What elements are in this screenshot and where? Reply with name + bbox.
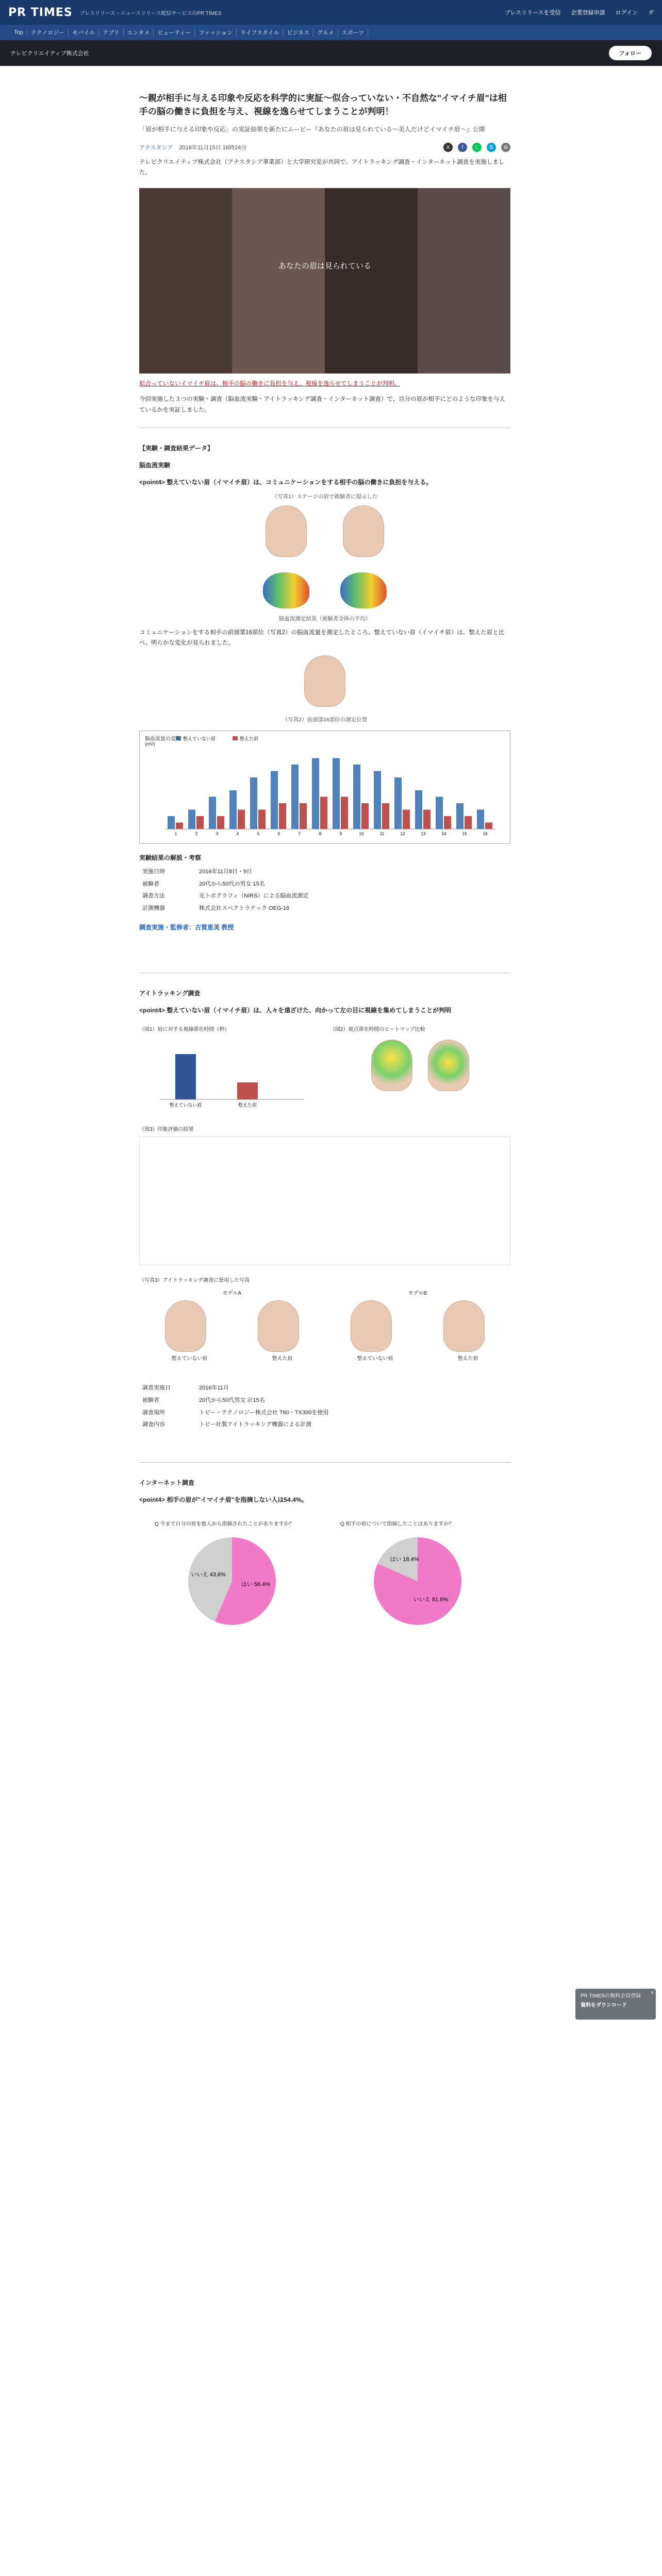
model-b-label: モデルB — [408, 1291, 427, 1297]
bar — [250, 777, 257, 829]
comment-title: 実験結果の解説・考察 — [139, 854, 202, 861]
section-title-results: 【実験・調査結果データ】 — [139, 444, 214, 452]
close-icon[interactable]: × — [651, 1990, 654, 1996]
bar — [444, 816, 451, 829]
pie2-block — [340, 1519, 495, 1633]
tick-label: 15 — [462, 831, 467, 836]
pie2-caption: Q 相手の眉について指摘したことはありますか？ — [340, 1521, 454, 1527]
gaze-time-chart — [139, 1032, 315, 1110]
pie1-block — [155, 1519, 309, 1633]
site-tagline: プレスリリース・ニュースリリース配信サービスのPR TIMES — [79, 10, 222, 16]
face-label: 整えた眉 — [457, 1356, 478, 1362]
face-label: 整えていない眉 — [357, 1356, 393, 1362]
brain-map-trimmed — [340, 572, 387, 608]
bar — [312, 758, 319, 829]
model-face — [351, 1300, 392, 1352]
figure-caption-2: 脳血流測定結果（被験者全体の平均） — [278, 615, 371, 622]
fig7-caption: （写真3）アイトラッキング調査に使用した写真 — [139, 1278, 250, 1284]
professor-title[interactable]: 調査実施・監修者：古賀恵美 教授 — [139, 924, 234, 931]
bar — [168, 816, 175, 829]
share-hatena-icon[interactable]: B — [487, 143, 496, 152]
table-key: 被験者 — [142, 1397, 159, 1403]
table-value: トビー・テクノロジー株式会社 T60・TX300を使用 — [199, 1409, 329, 1416]
highlight-paragraph: 似合っていないイマイチ眉は、相手の脳の働きに負担を与え、視線を逸らせてしまうことが判明。 — [139, 381, 401, 387]
category-lifestyle[interactable]: ライフスタイル — [237, 28, 284, 37]
table-row — [139, 878, 510, 891]
bar — [456, 803, 464, 829]
slice-label: いいえ 81.6% — [413, 1596, 449, 1603]
figure-caption-1: （写真1）ステージの眉で被験者に提示した — [272, 493, 378, 500]
table-key: 被験者 — [142, 880, 159, 887]
category-beauty[interactable]: ビューティー — [154, 28, 195, 37]
tick-label: 7 — [298, 831, 301, 836]
bar — [465, 816, 472, 829]
table-value: 株式会社スペクトラテック OEG-16 — [199, 905, 290, 911]
category-top[interactable]: Top — [10, 29, 27, 36]
tick-label: 2 — [195, 831, 198, 836]
body-paragraph-2: コミュニケーションをする相手の前頭葉16部位（写真2）の脳血流量を測定したところ、整えていない眉（イマイチ眉）は、整えた眉と比べ、明らかな変化が見られました。 — [139, 629, 505, 646]
tick-label: 16 — [483, 831, 488, 836]
bar — [320, 796, 327, 829]
tick-label: 10 — [359, 831, 364, 836]
sensor-photo — [139, 655, 510, 709]
bar — [361, 803, 369, 829]
model-face — [443, 1300, 485, 1352]
pie1-chart — [183, 1532, 281, 1630]
bar — [333, 758, 340, 829]
table-value: 2016年11月8日・9日 — [199, 868, 253, 875]
table-value: 計15名 — [247, 1397, 265, 1403]
face-with-sensors — [304, 655, 345, 707]
bloodflow-chart — [139, 731, 510, 844]
floating-banner[interactable] — [575, 1989, 656, 2020]
bar — [217, 816, 224, 829]
table-row — [139, 1419, 510, 1431]
bar — [271, 771, 278, 829]
table-value: 20代から50代の男女 — [199, 880, 252, 887]
eyetracking-figures — [139, 1025, 510, 1112]
table-value: 光トポグラフィ（NIRS）による脳血流測定 — [199, 893, 309, 900]
tick-label: 13 — [421, 831, 426, 836]
bar — [258, 809, 266, 829]
site-header — [0, 0, 662, 25]
model-a-label: モデルA — [222, 1291, 242, 1297]
pie-charts — [139, 1519, 510, 1633]
tick-label: 4 — [236, 831, 239, 836]
pie2-chart — [369, 1532, 467, 1630]
model-face — [258, 1300, 299, 1352]
pie1-caption: Q 今まで自分の眉を他人から指摘されたことがありますか？ — [155, 1521, 294, 1527]
intro-paragraph: テレビクリエイティブ株式会社（アナスタシア事業部）と大学研究室が共同で、アイトラッキング調査・インターネット調査を実施しました。 — [139, 159, 505, 176]
category-gourmet[interactable]: グルメ — [313, 28, 338, 37]
bar — [279, 803, 286, 829]
bar — [176, 822, 183, 829]
chart1-title: 脳血流量の変化 — [145, 736, 181, 742]
company-name[interactable]: テレビクリエイティブ株式会社 — [10, 50, 89, 57]
table-row — [139, 1382, 510, 1395]
bar — [394, 777, 402, 829]
article-lead: 「眉が相手に与える印象や反応」の実証結果を新たにムービー『あなたの眉は見られている～美人だけどイマイチ眉～』公開 — [139, 125, 485, 133]
category-business[interactable]: ビジネス — [284, 28, 314, 37]
table-key: 調査内容 — [142, 1421, 165, 1428]
tick-label: 整えていない眉 — [169, 1103, 202, 1108]
header-link-register[interactable]: 企業登録申請 — [571, 10, 605, 16]
table-row — [139, 1395, 510, 1407]
share-line-icon[interactable]: L — [472, 143, 482, 152]
table-key: 調査実施日 — [142, 1385, 171, 1392]
bar — [238, 809, 245, 829]
heatmap-untrimmed — [371, 1040, 412, 1091]
header-link-more[interactable]: ダ — [648, 10, 654, 16]
hero-caption: あなたの眉は見られている — [278, 262, 372, 271]
tick-label: 1 — [174, 831, 177, 836]
bar — [300, 803, 307, 829]
bar — [477, 809, 484, 829]
bloodflow-chart-svg — [140, 731, 510, 843]
point-2: <point4> 整えていない眉（イマイチ眉）は、人々を遠ざけた、向かって左の目に視線を集めてしまうことが判明 — [139, 1007, 452, 1014]
section-title-survey: インターネット調査 — [139, 1479, 194, 1486]
bar — [485, 822, 492, 829]
fig5-block — [330, 1025, 510, 1112]
company-bar — [0, 40, 662, 66]
brain-map-untrimmed — [263, 572, 309, 608]
article-date: 2016年11月15日 16時24分 — [179, 145, 247, 151]
table-row — [139, 1407, 510, 1419]
tick-label: 8 — [319, 831, 322, 836]
face-pair-1 — [139, 505, 510, 557]
fig5-caption: （図2）視点滞在時間のヒートマップ比較 — [330, 1027, 425, 1033]
bar — [436, 796, 443, 829]
share-buttons — [443, 143, 510, 152]
table-key: 実施日時 — [142, 868, 165, 875]
fig4-caption: （図1）眉に対する視線滞在時間（秒） — [139, 1027, 230, 1033]
bar — [423, 809, 431, 829]
share-facebook-icon[interactable]: f — [458, 143, 467, 152]
face-label: 整えていない眉 — [171, 1356, 208, 1362]
category-fashion[interactable]: ファッション — [195, 28, 237, 37]
impression-chart-placeholder — [139, 1137, 510, 1265]
bar — [353, 765, 360, 829]
table-value: 15名 — [253, 880, 265, 887]
legend-label: 整えていない眉 — [183, 736, 216, 741]
model-face — [165, 1300, 206, 1352]
banner-action[interactable]: 資料をダウンロード — [581, 2003, 627, 2008]
model-faces — [139, 1300, 510, 1352]
face-photo-trimmed — [343, 505, 384, 557]
slice-label: はい 18.4% — [390, 1556, 419, 1563]
bar — [415, 790, 422, 829]
category-entame[interactable]: エンタメ — [124, 28, 154, 37]
article-company[interactable]: アナスタシア — [139, 145, 173, 151]
experiment-info-table — [139, 866, 510, 914]
header-links — [505, 8, 654, 16]
figure-caption-3: （写真2）前頭部16部位の測定位置 — [282, 716, 368, 723]
table-row — [139, 890, 510, 903]
slice-label: いいえ 43.6% — [191, 1571, 226, 1578]
bar — [341, 796, 348, 829]
table-key: 調査方法 — [142, 893, 165, 900]
tick-label: 9 — [339, 831, 342, 836]
table-key: 計測機器 — [142, 905, 165, 911]
article-title: 〜親が相手に与える印象や反応を科学的に実証〜似合っていない・不自然な"イマイチ眉"は相手の脳の働きに負担を与え、視線を逸らせてしまうことが判明！ — [139, 93, 507, 117]
table-value: 2016年11月 — [199, 1385, 229, 1392]
tick-label: 6 — [277, 831, 280, 836]
table-key: 調査場所 — [142, 1409, 165, 1416]
bar — [382, 803, 389, 829]
category-nav — [0, 25, 662, 40]
bar — [188, 809, 195, 829]
legend-label: 整えた眉 — [240, 736, 259, 741]
bar — [229, 790, 237, 829]
legend-swatch — [233, 736, 238, 740]
category-tech[interactable]: テクノロジー — [27, 28, 69, 37]
tick-label: 11 — [379, 831, 385, 836]
face-photo-untrimmed — [266, 505, 307, 557]
hero-video-thumbnail[interactable] — [139, 188, 510, 374]
banner-title: PR TIMESの無料会員登録 — [581, 1993, 641, 1999]
category-app[interactable]: アプリ — [99, 28, 124, 37]
header-link-receive[interactable]: プレスリリースを受信 — [504, 10, 561, 16]
header-link-login[interactable]: ログイン — [615, 10, 638, 16]
chart1-ylabel: (mV) — [145, 741, 155, 747]
bar — [291, 765, 299, 829]
face-label: 整えた眉 — [272, 1356, 293, 1362]
eyetracking-section — [139, 973, 510, 1431]
survey-section — [139, 1462, 510, 1633]
table-row — [139, 866, 510, 878]
body-paragraph-1: 今回実施した３つの実験・調査（脳血流実験・アイトラッキング調査・インターネット調査）で、自分の眉が相手にどのような印象を与えているかを実証しました。 — [139, 396, 506, 413]
bar — [175, 1054, 196, 1099]
article-meta — [139, 143, 510, 152]
point-1: <point4> 整えていない眉（イマイチ眉）は、コミュニケーションをする相手の脳の働きに負担を与える。 — [139, 478, 433, 486]
fig4-block — [139, 1025, 320, 1112]
tick-label: 12 — [400, 831, 405, 836]
category-sports[interactable]: スポーツ — [338, 28, 369, 37]
brain-maps — [139, 572, 510, 608]
heatmap-trimmed — [428, 1040, 469, 1091]
tick-label: 3 — [216, 831, 219, 836]
bar — [374, 771, 381, 829]
slice-label: はい 56.4% — [241, 1581, 270, 1588]
table-value: 20代から50代男女 — [199, 1397, 246, 1403]
category-mobile[interactable]: モバイル — [69, 28, 99, 37]
tick-label: 5 — [257, 831, 260, 836]
share-link-icon[interactable]: ⧉ — [501, 143, 510, 152]
fig6-caption: （図3）印象評価の結果 — [139, 1127, 194, 1133]
section-title-eyetracking: アイトラッキング調査 — [139, 990, 201, 997]
results-section — [139, 428, 510, 932]
bar — [209, 796, 216, 829]
table-value: トビー社製アイトラッキング機器による計測 — [199, 1421, 312, 1428]
bar — [196, 816, 204, 829]
point-3: <point4> 相手の眉が"イマイチ眉"を指摘しない人は54.4%。 — [139, 1496, 308, 1503]
tick-label: 整えた眉 — [238, 1103, 257, 1108]
eyetracking-info-table — [139, 1382, 510, 1431]
bar — [403, 809, 410, 829]
table-row — [139, 903, 510, 915]
article-body — [139, 92, 510, 1633]
section-subtitle-bloodflow: 脳血流実験 — [139, 461, 171, 469]
site-logo[interactable]: PR TIMES — [8, 6, 73, 19]
tick-label: 14 — [441, 831, 446, 836]
bar — [237, 1082, 258, 1099]
share-x-icon[interactable]: X — [443, 143, 453, 152]
follow-button[interactable]: フォロー — [609, 46, 652, 60]
